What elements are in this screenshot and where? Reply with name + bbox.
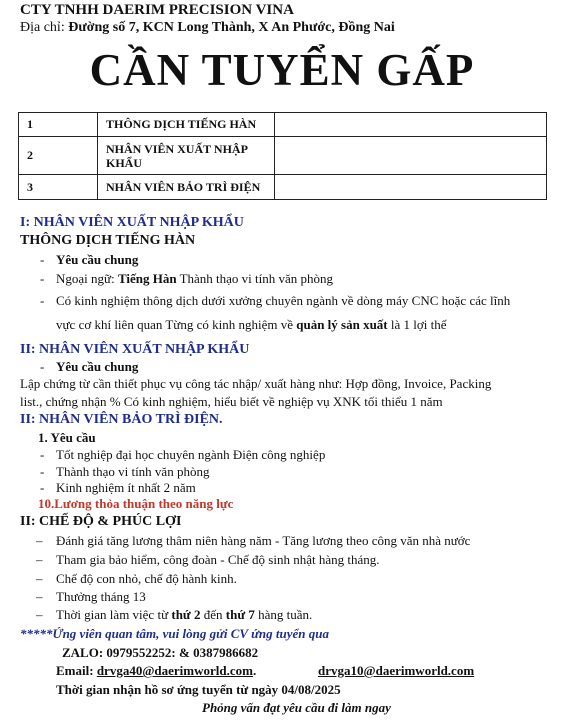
table-row bbox=[19, 137, 547, 175]
hours-day2: thứ 7 bbox=[225, 607, 255, 622]
lang-prefix: Ngoại ngữ: bbox=[56, 271, 118, 286]
hours-suffix: hàng tuần. bbox=[254, 607, 313, 622]
exp-suffix: là 1 lợi thế bbox=[387, 317, 447, 332]
section1-req-label: Yêu cầu chung bbox=[56, 252, 139, 267]
job-title: NHÂN VIÊN BẢO TRÌ ĐIỆN bbox=[98, 175, 275, 200]
benefit-item: Chế độ con nhỏ, chế độ hành kinh. bbox=[56, 571, 237, 586]
exp-bold: quản lý sản xuất bbox=[296, 317, 388, 332]
zalo-contact: ZALO: 0979552252: & 0387986682 bbox=[62, 645, 259, 660]
lang-suffix: Thành thạo vi tính văn phòng bbox=[176, 271, 334, 286]
bullet-dash: - bbox=[40, 293, 45, 308]
section2-text-line2: list., chứng nhận % Có kinh nghiệm, hiểu biết về nghiệp vụ XNK tối thiểu 1 năm bbox=[20, 394, 443, 409]
hours-prefix: Thời gian làm việc từ bbox=[56, 607, 172, 622]
section3-item: Thành thạo vi tính văn phòng bbox=[56, 464, 210, 479]
email-link-2[interactable]: drvga10@daerimworld.com bbox=[318, 663, 475, 678]
bullet-dash: – bbox=[36, 552, 43, 567]
headline: CẦN TUYỂN GẤP bbox=[89, 45, 475, 95]
benefits-heading: II: CHẾ ĐỘ & PHÚC LỢI bbox=[20, 514, 182, 529]
bullet-dash: - bbox=[40, 447, 45, 462]
job-empty-cell bbox=[275, 175, 547, 200]
job-number: 2 bbox=[19, 137, 98, 175]
section1-experience-line1: Có kinh nghiệm thông dịch dưới xưởng chuyên ngành về dòng máy CNC hoặc các lĩnh bbox=[56, 293, 511, 308]
interview-note: Phỏng vấn đạt yêu cầu đi làm ngay bbox=[202, 700, 391, 715]
bullet-dash: – bbox=[36, 607, 43, 622]
address-label: Địa chỉ: bbox=[20, 20, 69, 35]
bullet-dash: - bbox=[40, 271, 45, 286]
application-deadline: Thời gian nhận hồ sơ ứng tuyển từ ngày 04/08/2025 bbox=[56, 682, 341, 697]
email-label: Email: bbox=[56, 663, 97, 678]
bullet-dash: - bbox=[40, 464, 45, 479]
benefit-item: Đánh giá tăng lương thâm niên hàng năm - Tăng lương theo công văn nhà nước bbox=[56, 533, 471, 548]
contact-cta: *****Ứng viên quan tâm, vui lòng gửi CV ứng tuyển qua bbox=[20, 626, 329, 641]
company-address bbox=[20, 20, 395, 36]
hours-mid: đến bbox=[200, 607, 226, 622]
section2-text-line1: Lập chứng từ cần thiết phục vụ công tác nhập/ xuất hàng như: Hợp đồng, Invoice, Packing bbox=[20, 376, 492, 391]
section2-heading: II: NHÂN VIÊN XUẤT NHẬP KHẨU bbox=[20, 342, 250, 357]
section3-item: Tốt nghiệp đại học chuyên ngành Điện công nghiệp bbox=[56, 447, 326, 462]
company-name: CTY TNHH DAERIM PRECISION VINA bbox=[20, 2, 294, 18]
section1-experience-line2 bbox=[56, 317, 447, 333]
section1-heading: I: NHÂN VIÊN XUẤT NHẬP KHẨU bbox=[20, 215, 244, 230]
salary-note: 10.Lương thỏa thuận theo năng lực bbox=[38, 496, 234, 511]
email-dot: . bbox=[252, 663, 257, 678]
benefit-item: Tham gia bảo hiểm, công đoàn - Chế độ sinh nhật hàng tháng. bbox=[56, 552, 380, 567]
job-number: 3 bbox=[19, 175, 98, 200]
section3-heading: II: NHÂN VIÊN BẢO TRÌ ĐIỆN. bbox=[20, 412, 223, 427]
section3-item: Kinh nghiệm ít nhất 2 năm bbox=[56, 480, 196, 495]
exp-prefix: vực cơ khí liên quan Từng có kinh nghiệm về bbox=[56, 317, 297, 332]
job-empty-cell bbox=[275, 137, 547, 175]
email-link-1[interactable]: drvga40@daerimworld.com bbox=[96, 663, 253, 678]
section1-language bbox=[56, 271, 333, 287]
lang-bold: Tiếng Hàn bbox=[117, 271, 177, 286]
job-title: NHÂN VIÊN XUẤT NHẬP KHẨU bbox=[98, 137, 275, 175]
bullet-dash: – bbox=[36, 589, 43, 604]
bullet-dash: - bbox=[40, 480, 45, 495]
job-title: THÔNG DỊCH TIẾNG HÀN bbox=[98, 113, 275, 137]
table-row bbox=[19, 175, 547, 200]
benefit-item: Thưởng tháng 13 bbox=[56, 589, 146, 604]
bullet-dash: - bbox=[40, 359, 45, 374]
hours-day1: thứ 2 bbox=[171, 607, 201, 622]
email-contact bbox=[56, 663, 256, 679]
bullet-dash: - bbox=[40, 252, 45, 267]
bullet-dash: – bbox=[36, 533, 43, 548]
job-number: 1 bbox=[19, 113, 98, 137]
job-empty-cell bbox=[275, 113, 547, 137]
bullet-dash: – bbox=[36, 571, 43, 586]
address-value: Đường số 7, KCN Long Thành, X An Phước, Đồng Nai bbox=[68, 20, 395, 35]
jobs-table bbox=[18, 112, 547, 200]
section1-subheading: THÔNG DỊCH TIẾNG HÀN bbox=[20, 233, 196, 248]
section2-req-label: Yêu cầu chung bbox=[56, 359, 139, 374]
working-hours bbox=[56, 607, 312, 623]
table-row bbox=[19, 113, 547, 137]
section3-req-label: 1. Yêu cầu bbox=[38, 430, 96, 445]
